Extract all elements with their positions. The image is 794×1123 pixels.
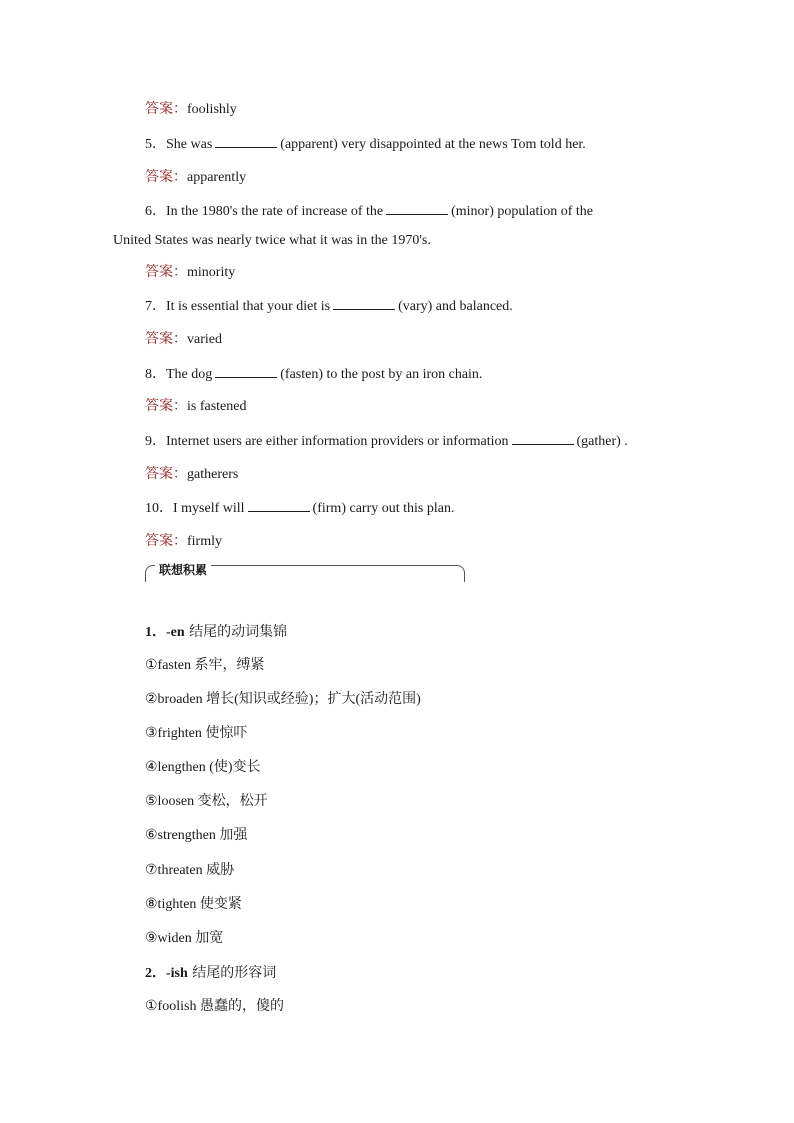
answer-text: minority — [187, 265, 236, 280]
question-text-after: (gather) . — [576, 434, 628, 449]
answer-label: 答案： — [145, 264, 187, 280]
group-heading-number: 2． — [145, 966, 166, 981]
vocab-entry-text: ⑦threaten 威胁 — [145, 863, 235, 878]
answer-text: gatherers — [187, 467, 239, 482]
answer-line — [145, 99, 237, 120]
vocab-entry-text: ⑥strengthen 加强 — [145, 828, 248, 843]
question-text-before: The dog — [166, 367, 213, 382]
question-number: 7． — [145, 299, 166, 314]
question-text-before: It is essential that your diet is — [166, 299, 331, 314]
vocab-entry-text: ②broaden 增长(知识或经验)；扩大(活动范围) — [145, 692, 421, 707]
answer-label: 答案： — [145, 169, 187, 185]
group-heading — [145, 963, 276, 984]
answer-text: varied — [187, 332, 222, 347]
question-number: 9． — [145, 434, 166, 449]
answer-text: is fastened — [187, 399, 247, 414]
answer-label: 答案： — [145, 533, 187, 549]
question-text-before: She was — [166, 137, 213, 152]
answer-blank — [386, 200, 448, 215]
answer-label: 答案： — [145, 466, 187, 482]
section-header — [145, 565, 465, 583]
question-line — [145, 430, 628, 452]
answer-line — [145, 464, 238, 485]
answer-line — [145, 531, 222, 552]
vocab-entry — [145, 997, 284, 1017]
vocab-entry-text: ⑨widen 加宽 — [145, 931, 224, 946]
answer-label: 答案： — [145, 101, 187, 117]
question-text-before: I myself will — [173, 501, 245, 516]
vocab-entry-text: ①foolish 愚蠢的，傻的 — [145, 999, 284, 1014]
answer-line — [145, 167, 246, 188]
vocab-entry-text: ④lengthen (使)变长 — [145, 760, 261, 775]
question-line — [145, 200, 593, 222]
vocab-entry-text: ⑧tighten 使变紧 — [145, 897, 242, 912]
section-title: 联想积累 — [155, 561, 211, 579]
question-line — [145, 363, 482, 385]
question-line — [145, 497, 454, 519]
question-number: 5． — [145, 137, 166, 152]
group-heading-text: 结尾的形容词 — [187, 965, 277, 981]
answer-blank — [215, 363, 277, 378]
vocab-entry-text: ③frighten 使惊吓 — [145, 726, 248, 741]
answer-label: 答案： — [145, 331, 187, 347]
question-text-after: (vary) and balanced. — [398, 299, 513, 314]
question-text-after: (minor) population of the — [451, 204, 594, 219]
vocab-entry — [145, 758, 261, 778]
question-number: 6． — [145, 204, 166, 219]
answer-text: foolishly — [187, 102, 237, 117]
answer-line — [145, 262, 235, 283]
vocab-entry — [145, 826, 247, 846]
answer-label: 答案： — [145, 398, 187, 414]
question-continuation — [113, 231, 431, 251]
answer-text: apparently — [187, 170, 247, 185]
vocab-entry — [145, 792, 268, 812]
answer-blank — [512, 430, 574, 445]
vocab-entry — [145, 895, 242, 915]
answer-blank — [248, 497, 310, 512]
vocab-entry-text: ①fasten 系牢，缚紧 — [145, 658, 265, 673]
question-text-after: (firm) carry out this plan. — [312, 501, 455, 516]
question-number: 10． — [145, 501, 173, 516]
answer-blank — [215, 133, 277, 148]
answer-blank — [333, 295, 395, 310]
vocab-entry — [145, 861, 234, 881]
vocab-entry — [145, 724, 247, 744]
group-heading-suffix: -en — [166, 625, 185, 640]
vocab-entry — [145, 690, 421, 710]
question-text-after: (fasten) to the post by an iron chain. — [280, 367, 483, 382]
question-text-after: (apparent) very disappointed at the news Tom told her. — [280, 137, 586, 152]
answer-line — [145, 329, 222, 350]
question-text-before: In the 1980's the rate of increase of the — [166, 204, 384, 219]
group-heading-suffix: -ish — [166, 966, 188, 981]
answer-line — [145, 396, 246, 417]
vocab-entry — [145, 656, 264, 676]
vocab-entry — [145, 929, 223, 949]
group-heading — [145, 622, 287, 643]
continuation-text: United States was nearly twice what it was in the 1970's. — [113, 233, 431, 248]
question-text-before: Internet users are either information providers or information — [166, 434, 509, 449]
group-heading-number: 1． — [145, 625, 166, 640]
question-line — [145, 295, 513, 317]
vocab-entry-text: ⑤loosen 变松，松开 — [145, 794, 268, 809]
answer-text: firmly — [187, 534, 222, 549]
question-line — [145, 133, 586, 155]
group-heading-text: 结尾的动词集锦 — [184, 624, 288, 640]
question-number: 8． — [145, 367, 166, 382]
